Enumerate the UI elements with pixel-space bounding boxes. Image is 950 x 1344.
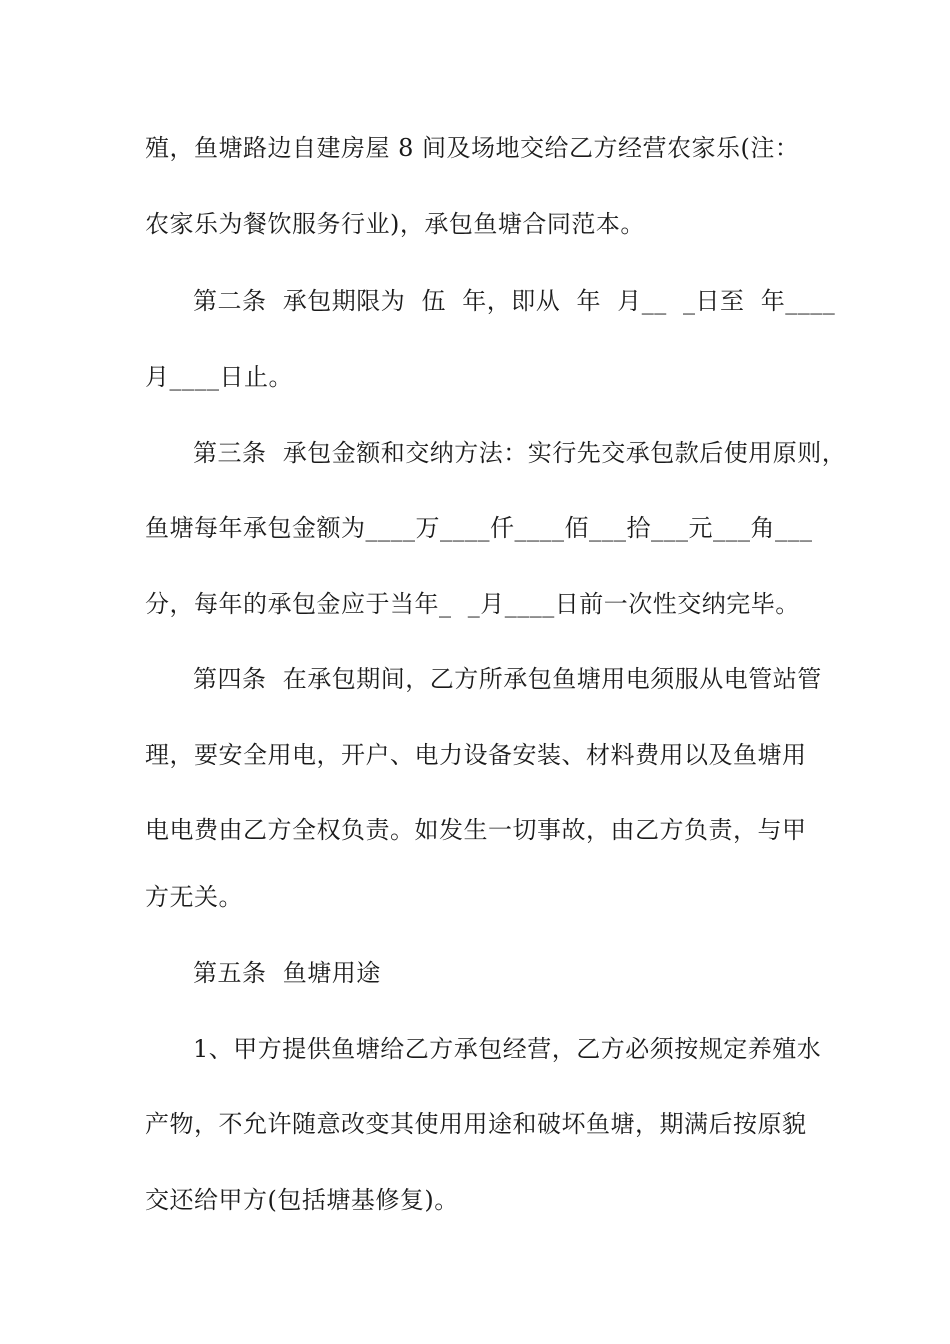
- text-line: 电电费由乙方全权负责。如发生一切事故，由乙方负责，与甲: [145, 816, 807, 844]
- text-line: 交还给甲方(包括塘基修复)。: [145, 1186, 459, 1214]
- text-line: 分，每年的承包金应于当年_ _月____日前一次性交纳完毕。: [145, 590, 800, 618]
- article-5-heading: 第五条 鱼塘用途: [193, 959, 381, 987]
- text-line: 月____日止。: [145, 363, 293, 391]
- text-line: 方无关。: [145, 883, 243, 911]
- article-4-paragraph: 第四条 在承包期间，乙方所承包鱼塘用电须服从电管站管: [193, 665, 822, 693]
- text-line: 殖，鱼塘路边自建房屋 8 间及场地交给乙方经营农家乐(注：: [145, 134, 800, 162]
- article-3-paragraph: 第三条 承包金额和交纳方法：实行先交承包款后使用原则，: [193, 439, 847, 467]
- text-line: 产物，不允许随意改变其使用用途和破坏鱼塘，期满后按原貌: [145, 1110, 807, 1138]
- text-line: 鱼塘每年承包金额为____万____仟____佰___拾___元___角___: [145, 514, 813, 542]
- text-line: 理，要安全用电，开户、电力设备安装、材料费用以及鱼塘用: [145, 741, 807, 769]
- article-2-paragraph: 第二条 承包期限为 伍 年，即从 年 月__ _日至 年____: [193, 287, 836, 315]
- list-item-1: 1、甲方提供鱼塘给乙方承包经营，乙方必须按规定养殖水: [193, 1035, 822, 1063]
- text-line: 农家乐为餐饮服务行业)，承包鱼塘合同范本。: [145, 210, 645, 238]
